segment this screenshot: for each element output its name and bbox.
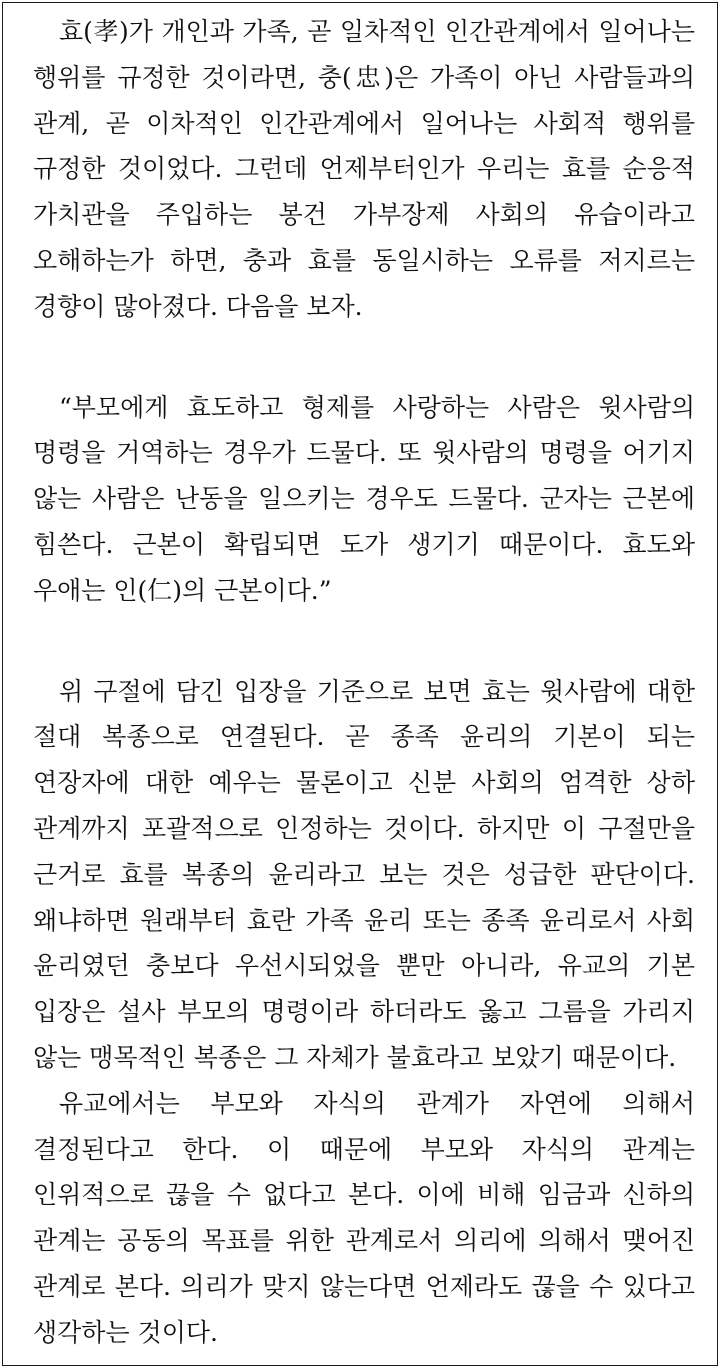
passage-text	[33, 9, 695, 1356]
paragraph-analysis: 위 구절에 담긴 입장을 기준으로 보면 효는 윗사람에 대한 절대 복종으로 연결된다. 곧 종족 윤리의 기본이 되는 연장자에 대한 예우는 물론이고 신분 사회의 엄격한 상하 관계까지 포괄적으로 인정하는 것이다. 하지만 이 구절만을 근거로 효를 복종의 윤리라고 보는 것은 성급한 판단이다. 왜냐하면 원래부터 효란 가족 윤리 또는 종족 윤리로서 사회 윤리였던 충보다 우선시되었을 뿐만 아니라, 유교의 기본 입장은 설사 부모의 명령이라 하더라도 옳고 그름을 가리지 않는 맹목적인 복종은 그 자체가 불효라고 보았기 때문이다.	[33, 676, 695, 1072]
paragraph-intro: 효(孝)가 개인과 가족, 곧 일차적인 인간관계에서 일어나는 행위를 규정한 것이라면, 충(忠)은 가족이 아닌 사람들과의 관계, 곧 이차적인 인간관계에서 일어나는 사회적 행위를 규정한 것이었다. 그런데 언제부터인가 우리는 효를 순응적 가치관을 주입하는 봉건 가부장제 사회의 유습이라고 오해하는가 하면, 충과 효를 동일시하는 오류를 저지르는 경향이 많아졌다. 다음을 보자.	[33, 17, 695, 321]
passage-box	[2, 2, 718, 1366]
paragraph-gap	[33, 614, 695, 669]
paragraph-conclusion: 유교에서는 부모와 자식의 관계가 자연에 의해서 결정된다고 한다. 이 때문에 부모와 자식의 관계는 인위적으로 끊을 수 없다고 본다. 이에 비해 임금과 신하의 관계는 공동의 목표를 위한 관계로서 의리에 의해서 맺어진 관계로 본다. 의리가 맞지 않는다면 언제라도 끊을 수 있다고 생각하는 것이다.	[33, 1088, 695, 1347]
paragraph-quotation: “부모에게 효도하고 형제를 사랑하는 사람은 윗사람의 명령을 거역하는 경우가 드물다. 또 윗사람의 명령을 어기지 않는 사람은 난동을 일으키는 경우도 드물다. 군자는 근본에 힘쓴다. 근본이 확립되면 도가 생기기 때문이다. 효도와 우애는 인(仁)의 근본이다.”	[33, 392, 695, 605]
paragraph-gap	[33, 330, 695, 385]
